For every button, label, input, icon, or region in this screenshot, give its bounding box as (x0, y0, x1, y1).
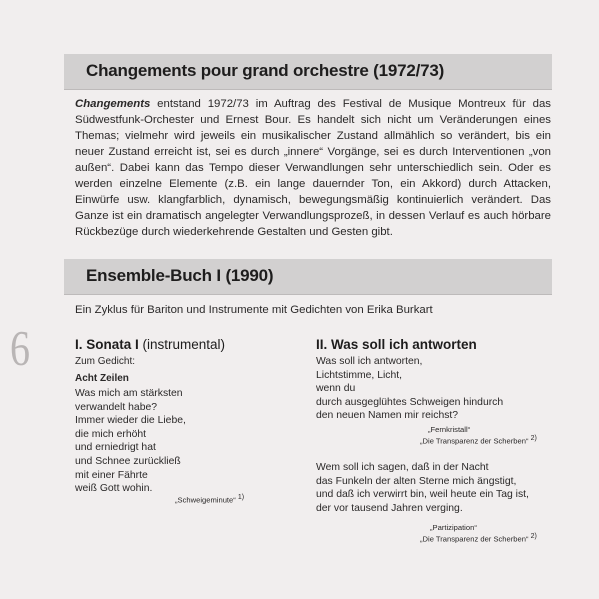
paragraph-text: entstand 1972/73 im Auftrag des Festival de Musique Montreux für das Südwestfunk-Orchester und Ernest Bour. Es handelt sich nicht um Veränderungen eines Themas; vielmehr wird jeweils ein musikalischer Zustand allmählich so verändert, bis ein neuer Zustand erreicht ist, sei es durch „innere“ Vorgänge, sei es durch Interventionen „von außen“. Dabei kann das Tempo dieser Verwandlungen sehr unterschiedlich sein. Oder es werden einzelne Elemente (z.B. ein lange dauernder Ton, ein Akkord) durch Attacken, Einwürfe usw. klangfarblich, dynamisch, bewegungsmäßig kontinuierlich verändert. Das Ganze ist ein dramatisch angelegter Verwandlungsprozeß, in dessen Verlauf es auch hörbare Rückbezüge durch wiederkehrende Gestalten und Gesten gibt. (75, 98, 551, 238)
citation-transparenz-2: „Die Transparenz der Scherben“ $^{2)}$ (420, 533, 537, 544)
citation-fernkristall: „Fernkristall“ (428, 425, 471, 434)
poem-was-soll-ich-antworten: Was soll ich antworten, Lichtstimme, Licht, wenn du durch ausgeglühtes Schweigen hindurch den neuen Namen mir reichst? (316, 356, 504, 422)
heading-plain: (instrumental) (138, 337, 226, 352)
lead-word: Changements (75, 98, 151, 110)
footnote-mark: 1) (237, 494, 245, 501)
page-number: 6 (10, 319, 30, 376)
footnote-mark: 2) (530, 435, 537, 442)
poem-title: Acht Zeilen (75, 373, 129, 384)
section-subtitle: Ein Zyklus für Bariton und Instrumente mit Gedichten von Erika Burkart (75, 304, 433, 316)
citation-partizipation: „Partizipation“ (430, 523, 477, 532)
citation-schweigeminute: „Schweigeminute“ $^{1)}$ (175, 494, 245, 505)
right-column-heading: II. Was soll ich antworten (316, 337, 477, 352)
poem-wem-soll-ich-sagen: Wem soll ich sagen, daß in der Nacht das Funkeln der alten Sterne mich ängstigt, und daß ich verwirrt bin, weil heute ein Tag ist, der vor tausend Jahren verging. (316, 462, 529, 514)
section-title: Ensemble-Buch I (1990) (86, 266, 274, 285)
section-header-changements (64, 54, 552, 90)
zum-gedicht-label: Zum Gedicht: (75, 356, 136, 367)
citation-transparenz-1: „Die Transparenz der Scherben“ $^{2)}$ (420, 435, 537, 446)
section-title: Changements pour grand orchestre (1972/73) (86, 61, 445, 80)
section-paragraph (75, 96, 551, 240)
footnote-mark: 2) (530, 533, 537, 540)
section-header-ensemble-buch (64, 259, 552, 295)
poem-acht-zeilen: Was mich am stärksten verwandelt habe? Immer wieder die Liebe, die mich erhöht und erniedrigt hat und Schnee zurückließ mit einer Fährte weiß Gott wohin. (75, 388, 186, 495)
heading-bold: I. Sonata I (75, 337, 139, 352)
left-column-heading (75, 337, 225, 352)
